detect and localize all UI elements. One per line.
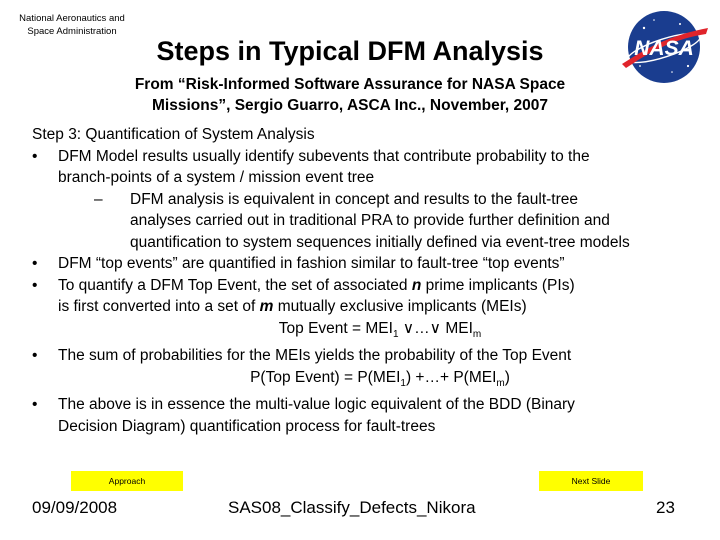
agency-name-line2: Space Administration [27, 26, 117, 37]
sub-bullet-text-continued: quantification to system sequences initially defined via event-tree models [130, 233, 630, 251]
next-slide-button[interactable]: Next Slide [539, 471, 643, 491]
agency-name-line1: National Aeronautics and [19, 13, 125, 24]
footer-date: 09/09/2008 [32, 498, 118, 517]
bullet-text-part: prime implicants (PIs) [421, 276, 575, 294]
approach-button[interactable]: Approach [71, 471, 183, 491]
bullet-text: DFM Model results usually identify subevents that contribute probability to the [58, 147, 590, 165]
nasa-logo-icon [614, 6, 712, 88]
equation-part: Top Event = MEI [278, 319, 393, 337]
bullet-icon: • [32, 147, 38, 165]
bullet-icon: • [32, 347, 38, 365]
footer-filename: SAS08_Classify_Defects_Nikora [228, 498, 476, 517]
step-heading: Step 3: Quantification of System Analysis [32, 126, 315, 143]
bullet-text-continued: branch-points of a system / mission event tree [58, 169, 375, 186]
sub-bullet-text-continued: analyses carried out in traditional PRA to provide further definition and [130, 212, 610, 229]
bullet-text-part: is first converted into a set of [58, 298, 260, 315]
bullet-text-continued [32, 296, 702, 318]
slide-body [32, 124, 702, 437]
sub-bullet-text: DFM analysis is equivalent in concept and results to the fault-tree [130, 190, 579, 208]
bullet-icon: • [32, 396, 38, 414]
equation-subscript: m [496, 377, 505, 389]
bullet-text: The sum of probabilities for the MEIs yields the probability of the Top Event [58, 347, 572, 365]
bullet-item [32, 394, 702, 416]
bullet-text-part: mutually exclusive implicants (MEIs) [273, 298, 527, 315]
dash-icon: – [94, 190, 103, 208]
bullet-icon: • [32, 276, 38, 294]
equation-subscript: 1 [392, 328, 399, 340]
equation-part: ) +…+ P(MEI [405, 368, 497, 386]
bullet-item [32, 253, 702, 275]
equation-subscript: 1 [400, 377, 406, 389]
subtitle-line2: Missions”, Sergio Guarro, ASCA Inc., November, 2007 [152, 97, 548, 114]
bullet-text: DFM “top events” are quantified in fashion similar to fault-tree “top events” [58, 255, 565, 272]
variable-n: n [411, 276, 422, 294]
sub-bullet-item [32, 189, 702, 211]
equation-part: ∨…∨ [398, 319, 446, 337]
equation-part: P(Top Event) = P(MEI [250, 368, 401, 386]
slide-subtitle [100, 74, 600, 116]
equation-subscript: m [472, 328, 482, 340]
bullet-icon: • [32, 255, 38, 272]
equation-part: MEI [445, 319, 473, 337]
equation-top-event [32, 318, 702, 346]
bullet-item [32, 146, 702, 168]
bullet-text-part: To quantify a DFM Top Event, the set of associated [58, 276, 412, 294]
bullet-item [32, 275, 702, 297]
equation-part: ) [504, 368, 510, 386]
slide-title: Steps in Typical DFM Analysis [156, 36, 544, 66]
subtitle-line1: From “Risk-Informed Software Assurance for NASA Space [134, 76, 566, 93]
bullet-text: The above is in essence the multi-value logic equivalent of the BDD (Binary [58, 396, 575, 414]
nasa-logo-text: NASA [634, 37, 694, 60]
variable-m: m [259, 298, 274, 315]
equation-probability [32, 367, 702, 395]
bullet-text [58, 277, 575, 294]
bullet-text-continued: Decision Diagram) quantification process for fault-trees [58, 417, 436, 435]
bullet-item [32, 345, 702, 367]
page-number: 23 [656, 498, 675, 517]
